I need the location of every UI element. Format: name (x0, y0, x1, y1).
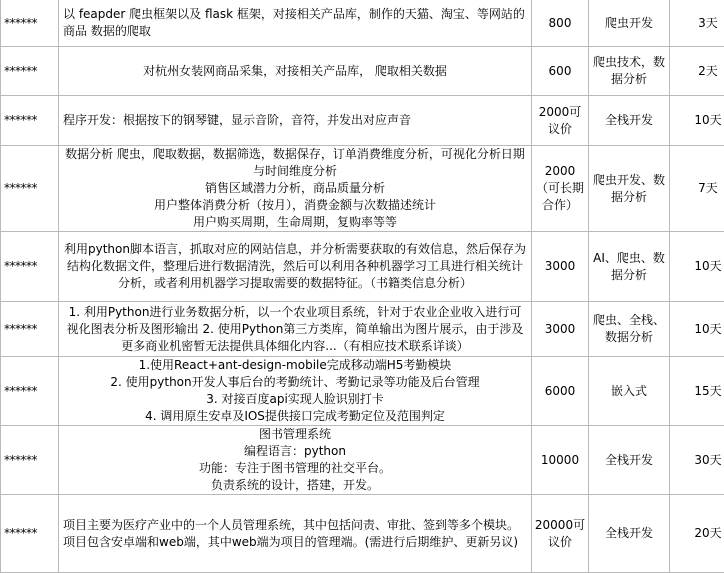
masked-id: ****** (1, 495, 59, 573)
price-cell: 2000（可长期合作） (532, 146, 589, 232)
project-description: 对杭州女装网商品采集，对接相关产品库， 爬取相关数据 (59, 47, 532, 96)
duration-cell: 10天 (670, 96, 724, 146)
table-row (1, 96, 724, 146)
masked-id: ****** (1, 0, 59, 47)
project-description: 1. 利用Python进行业务数据分析，以一个农业项目系统，针对于农业企业收入进行可视化图表分析及图形输出 2. 使用Python第三方类库，简单输出为图片展示，由于涉及更多商业机密暂无法提供具体细化内容...（有相应技术联系详谈） (59, 302, 532, 357)
table-row (1, 302, 724, 357)
table-row (1, 47, 724, 96)
masked-id: ****** (1, 232, 59, 302)
table-row (1, 426, 724, 495)
duration-cell: 20天 (670, 495, 724, 573)
price-cell: 3000 (532, 302, 589, 357)
masked-id: ****** (1, 146, 59, 232)
project-description: 以 feapder 爬虫框架以及 flask 框架，对接相关产品库，制作的天猫、淘宝、等网站的商品 数据的爬取 (59, 0, 532, 47)
type-cell: 爬虫技术，数据分析 (589, 47, 670, 96)
masked-id: ****** (1, 357, 59, 426)
type-cell: 爬虫、全栈、数据分析 (589, 302, 670, 357)
masked-id: ****** (1, 426, 59, 495)
price-cell: 2000可议价 (532, 96, 589, 146)
masked-id: ****** (1, 302, 59, 357)
type-cell: 全栈开发 (589, 495, 670, 573)
duration-cell: 30天 (670, 426, 724, 495)
duration-cell: 2天 (670, 47, 724, 96)
price-cell: 3000 (532, 232, 589, 302)
table-row (1, 232, 724, 302)
project-description: 1.使用React+ant-design-mobile完成移动端H5考勤模块 2. 使用python开发人事后台的考勤统计、考勤记录等功能及后台管理 3. 对接百度api实现人脸识别打卡 4. 调用原生安卓及IOS提供接口完成考勤定位及范围判定 (59, 357, 532, 426)
duration-cell: 3天 (670, 0, 724, 47)
duration-cell: 10天 (670, 232, 724, 302)
price-cell: 6000 (532, 357, 589, 426)
type-cell: 全栈开发 (589, 426, 670, 495)
price-cell: 10000 (532, 426, 589, 495)
table-row (1, 0, 724, 47)
project-description: 图书管理系统 编程语言：python 功能：专注于图书管理的社交平台。 负责系统的设计，搭建，开发。 (59, 426, 532, 495)
type-cell: 嵌入式 (589, 357, 670, 426)
project-description: 程序开发：根据按下的钢琴键，显示音阶，音符，并发出对应声音 (59, 96, 532, 146)
type-cell: AI、爬虫、数据分析 (589, 232, 670, 302)
table-row (1, 495, 724, 573)
type-cell: 全栈开发 (589, 96, 670, 146)
project-description: 数据分析 爬虫，爬取数据，数据筛选，数据保存，订单消费维度分析，可视化分析日期与时间维度分析 销售区域潜力分析，商品质量分析 用户整体消费分析（按月），消费金额与次数描述统计 用户购买周期，生命周期，复购率等等 (59, 146, 532, 232)
table-row (1, 146, 724, 232)
table-row (1, 357, 724, 426)
duration-cell: 7天 (670, 146, 724, 232)
duration-cell: 10天 (670, 302, 724, 357)
masked-id: ****** (1, 47, 59, 96)
price-cell: 20000可议价 (532, 495, 589, 573)
type-cell: 爬虫开发、数据分析 (589, 146, 670, 232)
price-cell: 800 (532, 0, 589, 47)
duration-cell: 15天 (670, 357, 724, 426)
project-description: 项目主要为医疗产业中的一个人员管理系统，其中包括问责、审批、签到等多个模块。项目包含安卓端和web端，其中web端为项目的管理端。(需进行后期维护、更新另议) (59, 495, 532, 573)
project-description: 利用python脚本语言，抓取对应的网站信息，并分析需要获取的有效信息，然后保存为结构化数据文件，整理后进行数据清洗，然后可以利用各种机器学习工具进行相关统计分析，或者利用机器学习提取需要的数据特征。（书籍类信息分析） (59, 232, 532, 302)
masked-id: ****** (1, 96, 59, 146)
price-cell: 600 (532, 47, 589, 96)
type-cell: 爬虫开发 (589, 0, 670, 47)
